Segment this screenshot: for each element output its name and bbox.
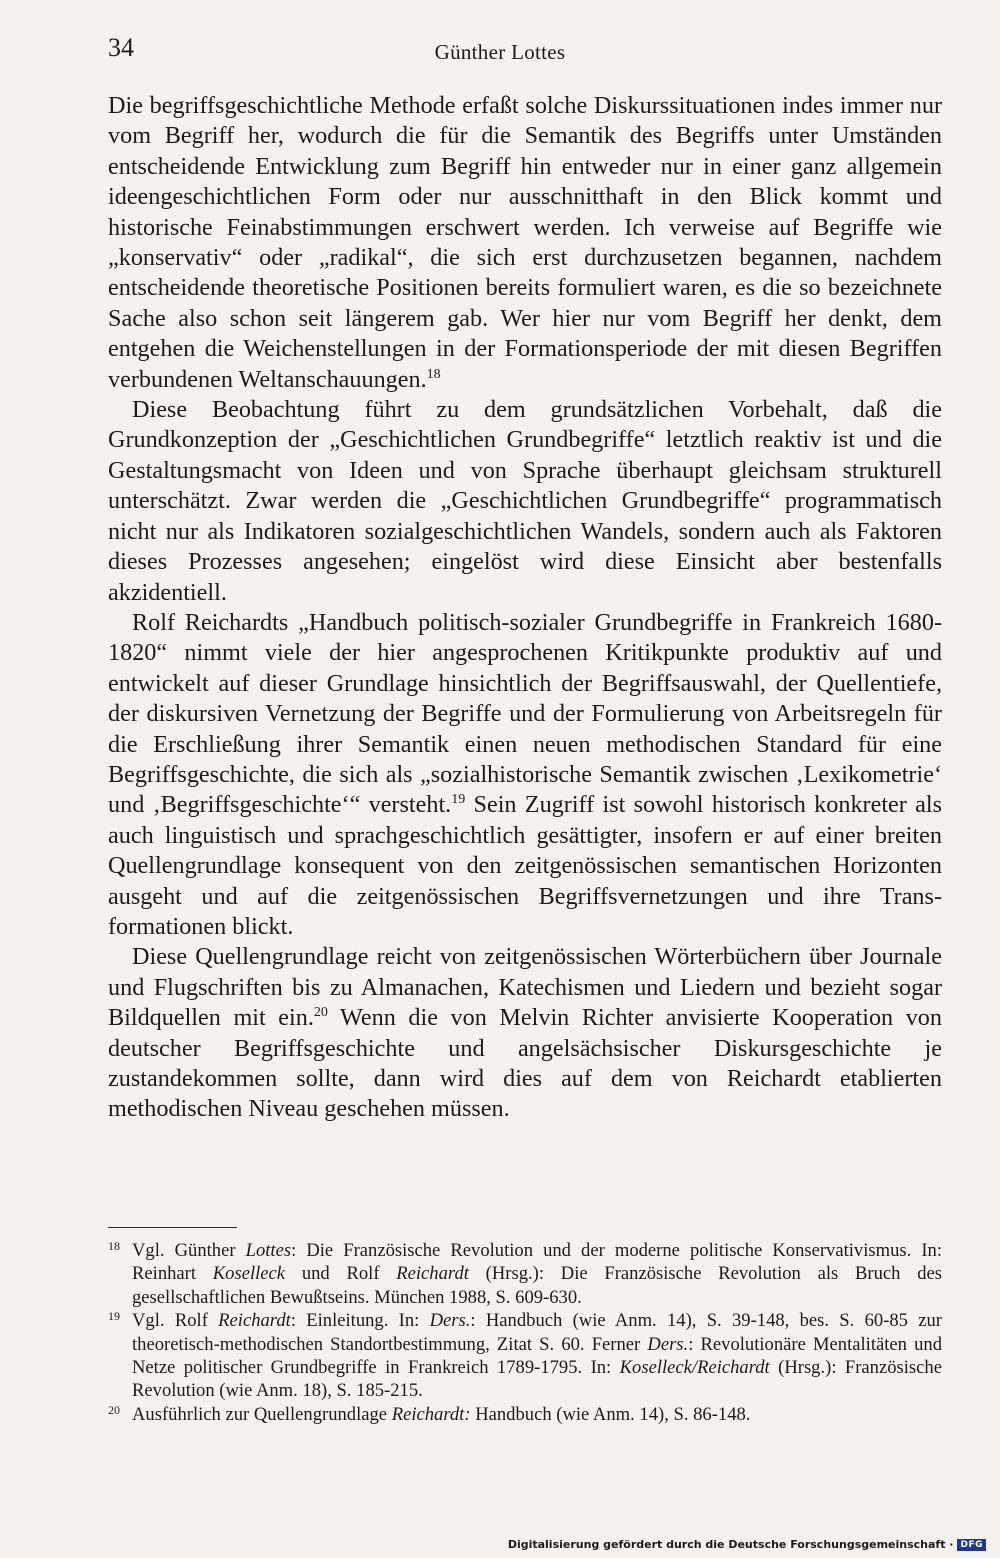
footnote-ref-19: 19 [451,792,466,808]
footnote-ref-20: 20 [313,1005,328,1021]
footnote-italic-text: Ders. [647,1333,689,1355]
paragraph-2 [108,395,942,608]
paragraph-4-text-b: Wenn die von Melvin Richter anvisierte Kooperation von deutscher Begriffsgeschichte und angelsächsischer Diskursgeschichte je zustandekommen sollte, dann wird dies auf dem von Reichardt etablierten methodischen Niveau geschehen müssen. [108,1004,942,1123]
paragraph-2-text: Diese Beobachtung führt zu dem grundsätzlichen Vorbehalt, daß die Grundkonzeption der „Geschichtlichen Grundbegriffe“ letztlich reaktiv ist und die Gestaltungsmacht von Ideen und von Sprache überhaupt gleichsam strukturell unterschätzt. Zwar werden die „Geschichtlichen Grundbegriffe“ programmatisch nicht nur als Indikatoren sozialgeschichtlichen Wandels, sondern auch als Faktoren dieses Prozesses angesehen; eingelöst wird diese Einsicht aber bestenfalls akzidentiell. [108,396,942,606]
paragraph-3-text-a: Rolf Reichardts „Handbuch politisch-sozialer Grundbegriffe in Frankreich 1680-1820“ nimmt viele der hier angesprochenen Kritikpunkte produktiv auf und entwickelt auf dieser Grundlage hinsichtlich der Begriffsauswahl, der Quellentiefe, der diskursiven Vernetzung der Begriffe und der Formulierung von Arbeitsregeln für die Erschließung ihrer Semantik einen neuen methodischen Standard für eine Begriffsgeschichte, die sich als „sozialhistorische Semantik zwischen ‚Lexikometrie‘ und ‚Begriffsgeschichte‘“ versteht. [108,608,942,819]
footnote-text: : Revolutionäre Mentalitäten und Netze politischer Grundbegriffe in Frankreich 1789-1795. In: [132,1333,943,1379]
dfg-logo-icon: DFG [957,1539,986,1551]
footnote-ref-18: 18 [426,366,441,382]
footnote-divider [108,1227,237,1228]
footnote-18 [108,1239,942,1309]
paragraph-3-text-b: Sein Zugriff ist sowohl historisch konkreter als auch linguistisch und sprachgeschichtlich gesättigter, insofern er auf einer breiten Quellengrundlage konsequent von den zeitgenössischen semantischen Horizonten ausgeht und auf die zeitgenössischen Begriffsvernetzungen und ihre Transformationen blickt. [108,791,942,940]
footnote-text: Vgl. Rolf [132,1310,219,1332]
footnote-italic-text: Reichardt: [391,1403,471,1425]
footnote-number: 18 [108,1239,120,1253]
footnote-text: und Rolf [285,1263,397,1285]
footnote-italic-text: Reichardt [396,1263,469,1285]
digitization-note: Digitalisierung gefördert durch die Deutsche Forschungsgemeinschaft · [507,1538,954,1551]
footnote-text: : Die Französische Revolution und der moderne politische Konservativismus. In: Reinhart [132,1240,942,1285]
paragraph-4-text-a: Diese Quellengrundlage reicht von zeitgenössischen Wörterbüchern über Journale und Flugschriften bis zu Almanachen, Katechismen und Liedern und bezieht sogar Bildquellen mit ein. [108,943,942,1032]
footnote-text: : Handbuch (wie Anm. 14), S. 39-148, bes. S. 60-85 zur theoretisch-methodischen Standortbestimmung, Zitat S. 60. Ferner [132,1310,942,1355]
page-number: 34 [108,33,134,62]
main-text [108,91,942,1125]
paragraph-1 [108,91,942,395]
footnote-italic-text: Reichardt [218,1310,291,1332]
footnote-italic-text: Lottes [245,1240,292,1261]
footnote-italic-text: Koselleck [212,1263,286,1285]
footnote-number: 19 [108,1309,120,1324]
paragraph-1-text: Die begriffsgeschichtliche Methode erfaßt solche Diskurssituationen indes immer nur vom Begriff her, wodurch die für die Semantik des Begriffs unter Umständen entscheidende Entwicklung zum Begriff hin entweder nur in einer ganz allgemein ideengeschichtlichen Form oder nur ausschnitthaft in den Blick kommt und historische Feinabstimmungen erschwert werden. Ich verweise auf Begriffe wie „konservativ“ oder „radikal“, die sich erst durchzusetzen begannen, nachdem entscheidende theoretische Positionen bereits formuliert waren, es die so bezeichnete Sache also schon seit längerem gab. Wer hier nur vom Begriff her denkt, dem entgehen die Weichenstellungen in der Formationsperiode der mit diesen Begriffen verbundenen Weltanschauungen. [108,92,942,393]
footnote-italic-text: Ders. [429,1310,471,1332]
footnote-text: Handbuch (wie Anm. 14), S. 86-148. [470,1403,751,1425]
paragraph-4 [108,942,942,1124]
running-head-author: Günther Lottes [434,40,566,64]
footnote-text: Vgl. Günther [132,1240,246,1261]
footnote-text: (Hrsg.): Französische Revolution (wie Anm. 18), S. 185-215. [132,1357,942,1402]
footnote-number: 20 [108,1402,120,1417]
footnote-19 [108,1309,942,1403]
footnote-text: (Hrsg.): Die Französische Revolution als Bruch des gesellschaftlichen Bewußtseins. München 1988, S. 609-630. [132,1263,942,1308]
digitization-footer [508,1538,986,1551]
footnote-text: Ausführlich zur Quellengrundlage [132,1403,392,1425]
footnote-20 [108,1403,942,1426]
footnote-text: : Einleitung. In: [290,1310,430,1332]
paragraph-3 [108,608,942,942]
footnotes [108,1239,942,1426]
footnote-italic-text: Koselleck/Reichardt [619,1357,770,1379]
